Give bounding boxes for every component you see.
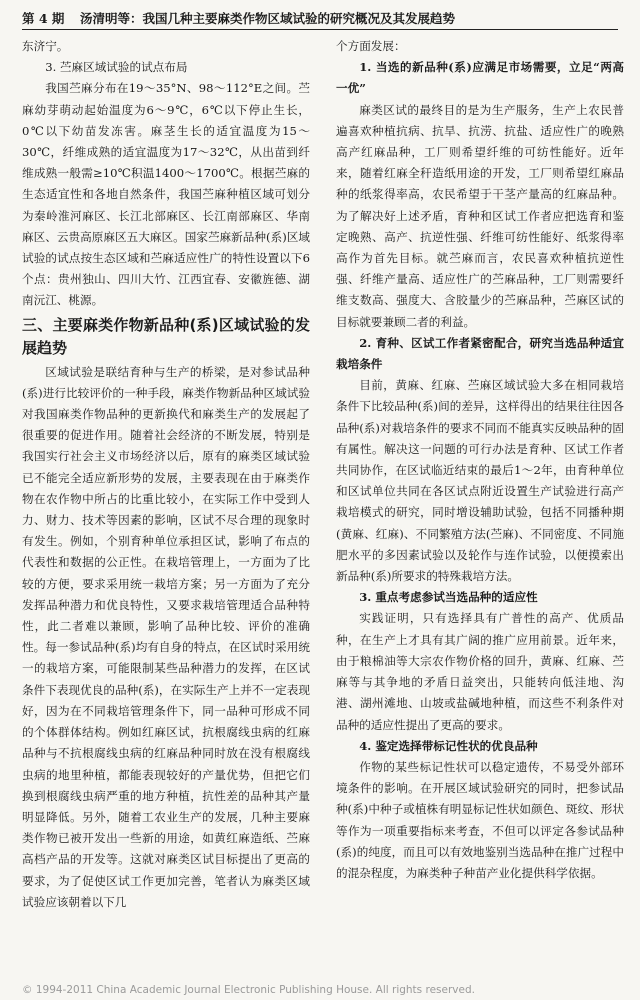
running-header bbox=[22, 8, 618, 30]
paragraph-adaptability: 实践证明，只有选择具有广普性的高产、优质品种，在生产上才具有其广阔的推广应用前景。近年来，由于粮棉油等大宗农作物价格的回升，黄麻、红麻、苎麻等与其争地的矛盾日益突出，只能转向低洼地、沟港、湖州滩地、山坡或盐碱地种植，而这些不利条件对品种的适应性提出了更高的要求。 bbox=[336, 611, 624, 732]
left-column bbox=[22, 36, 310, 984]
section-heading-trends: 三、主要麻类作物新品种(系)区域试验的发展趋势 bbox=[22, 315, 310, 357]
paragraph-trends-intro: 区域试验是联结育种与生产的桥梁，是对参试品种(系)进行比较评价的一种手段，麻类作物新品种区域试验对我国麻类作物品种的更新换代和麻类生产的发展起了很重要的促进作用。随着社会经济的不断发展，特别是我国实行社会主义市场经济以后，原有的麻类区域试验已不能完全适应新形势的发展，主要表现在由于麻类作物在农作物中所占的比重比较小，在实际工作中受到人力、财力、技术等因素的影响，区试不尽合理的现象时有发生。例如，个别育种单位承担区试，影响了布点的代表性和数据的公正性。在栽培管理上，一方面为了比较的方便，要求采用统一栽培方案；另一方面为了充分发挥品种潜力和优良特性，又要求栽培管理适合品种特性，此二者难以兼顾，影响了品种比较、评价的准确性。每一参试品种(系)均有自身的特点，在区试时采用统一的栽培方案，可能限制某些品种潜力的发挥，在区试条件下表现优良的品种(系)，在实际生产上并不一定表现好，因为在不同栽培管理条件下，同一品种可形成不同的个体群体结构。例如红麻区试，抗根腐线虫病的红麻品种与不抗根腐线虫病的红麻品种同时放在没有根腐线虫病的地里种植，都能表现较好的产量优势，但把它们换到根腐线虫病严重的地方种植，抗性差的品种其产量明显降低。另外，随着工农业生产的发展，几种主要麻类作物已被开发出一些新的用途，如黄红麻造纸、苎麻高档产品的开发等。这就对麻类区试目标提出了更高的要求，为了促使区试工作更加完善，笔者认为麻类区域试验应该朝着以下几 bbox=[22, 364, 310, 909]
right-column bbox=[336, 36, 624, 984]
paragraph-market-needs: 麻类区试的最终目的是为生产服务，生产上农民普遍喜欢种植抗病、抗旱、抗涝、抗盐、适应性广的晚熟高产红麻品种，工厂则希望纤维的可纺性能好。近年来，随着红麻全秆造纸用途的开发，工厂则希望红麻品种的纸浆得率高，农民希望于干茎产量高的红麻品种。为了解决好上述矛盾，育种和区试工作者应把选育和鉴定晚熟、高产、抗逆性强、纤维可纺性能好、纸浆得率高作为首先目标。就苎麻而言，农民喜欢种植抗逆性强、纤维产量高、适应性广的苎麻品种，工厂则需要纤维支数高、强度大、含胶量少的苎麻品种，苎麻区试的目标就要兼顾二者的利益。 bbox=[336, 102, 624, 329]
paragraph-ramie-sites: 我国苎麻分布在19～35°N、98～112°E之间。苎麻幼芽萌动起始温度为6～9℃，6℃以下停止生长，0℃以下幼苗发冻害。麻茎生长的适宜温度为15～30℃，纤维成熟的适宜温度为17～32℃，从出苗到纤维成熟一般需≥10℃积温1400～1700℃。根据苎麻的生态适宜性和各地自然条件，我国苎麻种植区域可划分为秦岭淮河麻区、长江北部麻区、长江南部麻区、华南麻区、云贵高原麻区五大麻区。国家苎麻新品种(系)区域试验的试点按生态区域和苎麻适应性广的特性设置以下6个点：贵州独山、四川大竹、江西宜春、安徽旌德、湖南沅江、桃源。 bbox=[22, 81, 310, 308]
paragraph-continuation: 东济宁。 bbox=[22, 39, 69, 53]
subheading-adaptability: 3. 重点考虑参试当选品种的适应性 bbox=[359, 590, 538, 605]
subheading-cooperation: 2. 育种、区试工作者紧密配合，研究当选品种适宜栽培条件 bbox=[336, 335, 624, 372]
paragraph-continuation-right: 个方面发展： bbox=[336, 39, 406, 53]
subheading-ramie-trial-sites: 3. 苎麻区域试验的试点布局 bbox=[45, 60, 188, 75]
issue-number: 第 4 期 bbox=[22, 11, 65, 26]
subheading-market-needs: 1. 当选的新品种(系)应满足市场需要，立足“两高一优” bbox=[336, 60, 624, 96]
paragraph-marker-traits: 作物的某些标记性状可以稳定遗传，不易受外部环境条件的影响。在开展区域试验研究的同时，把参试品种(系)中种子或植株有明显标记性状如颜色、斑纹、形状等作为一项重要指标来考查，不但可以评定各参试品种(系)的纯度，而且可以有效地鉴别当选品种在推广过程中的混杂程度，为麻类种子种苗产业化提供科学依据。 bbox=[336, 759, 624, 880]
running-title: 汤清明等：我国几种主要麻类作物区域试验的研究概况及其发展趋势 bbox=[80, 11, 456, 26]
copyright-footer: © 1994-2011 China Academic Journal Electronic Publishing House. All rights reserved. bbox=[22, 984, 475, 996]
subheading-marker-traits: 4. 鉴定选择带标记性状的优良品种 bbox=[359, 738, 538, 753]
paragraph-cooperation: 目前，黄麻、红麻、苎麻区域试验大多在相同栽培条件下比较品种(系)间的差异，这样得出的结果往往因各品种(系)对栽培条件的要求不同而不能真实反映品种的固有属性。解决这一问题的可行办法是育种、区试工作者共同协作，在区试临近结束的最后1～2年，由育种单位和区试单位共同在各区试点附近设置生产试验进行高产栽培模式的研究，同时增设辅助试验，包括不同播种期(黄麻、红麻)、不同繁殖方法(苎麻)、不同密度、不同施肥水平的多因素试验以及轮作与连作试验，以便摸索出新品种(系)所要求的特殊栽培方法。 bbox=[336, 378, 624, 584]
